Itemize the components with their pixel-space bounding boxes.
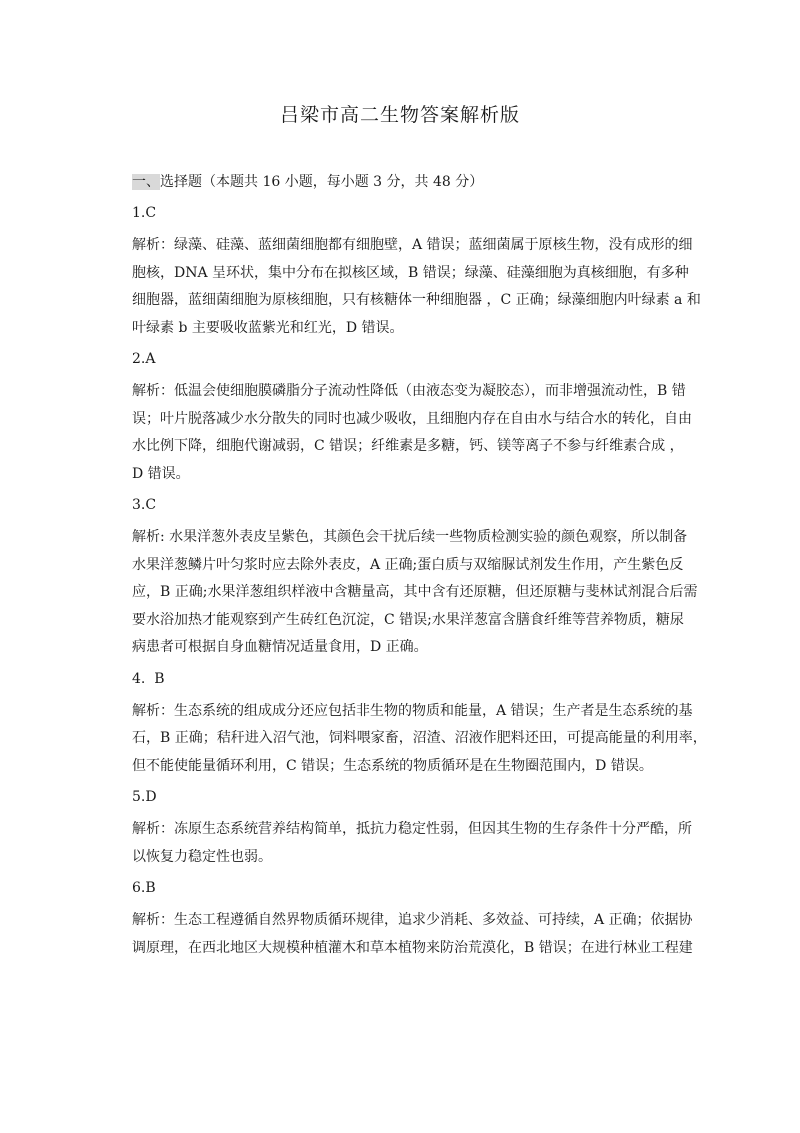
explanation-line: 胞核，DNA 呈环状，集中分布在拟核区域，B 错误；绿藻、硅藻细胞为真核细胞，有多种 [132,264,689,281]
explanation-line: 水比例下降，细胞代谢减弱，C 错误；纤维素是多糖，钙、镁等离子不参与纤维素合成 ， [132,438,684,454]
explanation-line: 以恢复力稳定性也弱。 [132,848,272,865]
explanation-line: 解析: 水果洋葱外表皮呈紫色，其颜色会干扰后续一些物质检测实验的颜色观察，所以制备 [132,529,688,545]
question-5-answer: 5.D [132,789,157,805]
explanation-line: D 错误。 [132,465,190,482]
section-heading [132,172,483,192]
explanation-line: 叶绿素 b 主要吸收蓝紫光和红光，D 错误。 [132,319,404,336]
document-title: 吕梁市高二生物答案解析版 [279,104,520,126]
explanation-line: 病患者可根据自身血糖情况适量食用，D 正确。 [132,639,428,655]
explanation-line: 解析：冻原生态系统营养结构简单，抵抗力稳定性弱，但因其生物的生存条件十分严酷，所 [132,821,692,837]
question-4-answer: 4. B [132,670,165,687]
explanation-line: 石，B 正确；秸秆进入沼气池，饲料喂家畜，沼渣、沼液作肥料还田，可提高能量的利用率， [132,730,707,746]
explanation-line: 解析：低温会使细胞膜磷脂分子流动性降低（由液态变为凝胶态），而非增强流动性，B 错 [132,383,686,399]
question-1-explanation [132,232,701,342]
question-2-answer: 2.A [132,351,156,367]
explanation-line: 调原理，在西北地区大规模种植灌木和草本植物来防治荒漠化，B 错误；在进行林业工程建 [132,939,693,956]
explanation-line: 解析：生态系统的组成成分还应包括非生物的物质和能量，A 错误；生产者是生态系统的基 [132,702,693,719]
explanation-line: 细胞器，蓝细菌细胞为原核细胞，只有核糖体一种细胞器 ，C 正确；绿藻细胞内叶绿素 a 和 [132,292,701,308]
answer-list [132,203,707,969]
explanation-line: 要水浴加热才能观察到产生砖红色沉淀，C 错误;水果洋葱富含膳食纤维等营养物质，糖尿 [132,611,684,628]
explanation-line: 水果洋葱鳞片叶匀浆时应去除外表皮，A 正确;蛋白质与双缩脲试剂发生作用，产生紫色反 [132,556,684,573]
explanation-line: 解析：生态工程遵循自然界物质循环规律，追求少消耗、多效益、可持续，A 正确；依据协 [132,912,693,928]
explanation-line: 应，B 正确;水果洋葱组织样液中含糖量高，其中含有还原糖，但还原糖与斐林试剂混合后需 [132,584,698,600]
question-5-explanation [132,816,692,871]
explanation-line: 误；叶片脱落减少水分散失的同时也减少吸收，且细胞内存在自由水与结合水的转化，自由 [132,410,692,427]
explanation-line: 解析：绿藻、硅藻、蓝细菌细胞都有细胞壁，A 错误；蓝细菌属于原核生物，没有成形的细 [132,237,693,253]
question-6-explanation [132,907,693,962]
question-2-explanation [132,378,692,488]
question-6-answer: 6.B [132,880,156,896]
question-1-answer: 1.C [132,205,157,221]
question-3-explanation [132,524,698,662]
question-4-explanation [132,698,707,781]
section-marker: 一、 [132,174,160,190]
question-3-answer: 3.C [132,497,157,513]
section-heading-text: 选择题（本题共 16 小题，每小题 3 分，共 48 分） [160,174,484,190]
explanation-line: 但不能使能量循环利用，C 错误；生态系统的物质循环是在生物圈范围内，D 错误。 [132,757,653,774]
